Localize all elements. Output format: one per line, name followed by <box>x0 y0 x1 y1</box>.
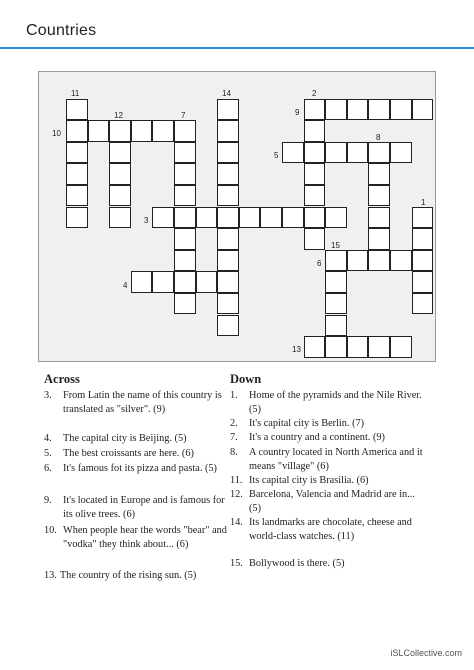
clue-number: 4. <box>44 433 52 444</box>
clue-number: 8. <box>230 447 238 458</box>
clue-item <box>230 488 426 515</box>
clue-number: 15. <box>230 558 243 569</box>
clue-text: The best croissants are here. (6) <box>63 448 194 459</box>
clue-item <box>230 431 426 445</box>
clue-item <box>44 569 228 583</box>
clue-text: Its capital city is Brasilia. (6) <box>249 475 369 486</box>
clue-number-label: 2 <box>312 89 317 98</box>
clue-text: Bollywood is there. (5) <box>249 558 345 569</box>
clue-number-label: 13 <box>292 345 301 354</box>
clue-text: When people hear the words "bear" and "vodka" they think about... (6) <box>63 525 227 550</box>
clue-number-label: 1 <box>421 198 426 207</box>
clue-number-label: 3 <box>144 216 149 225</box>
clue-number-label: 8 <box>376 133 381 142</box>
clue-item <box>44 494 228 521</box>
clue-text: A country located in North America and it means "village" (6) <box>249 447 423 472</box>
clue-number: 5. <box>44 448 52 459</box>
clue-number-label: 7 <box>181 111 186 120</box>
clue-text: The country of the rising sun. (5) <box>59 570 197 581</box>
clue-number-label: 15 <box>331 241 340 250</box>
clue-number: 12. <box>230 489 243 500</box>
clue-item <box>230 516 426 543</box>
clue-item <box>44 462 228 476</box>
clue-number: 10. <box>44 525 57 536</box>
clue-number: 1. <box>230 390 238 401</box>
clue-number-label: 6 <box>317 259 322 268</box>
clue-text: Home of the pyramids and the Nile River. (5) <box>249 390 422 415</box>
clue-item <box>44 524 228 551</box>
clue-text: Barcelona, Valencia and Madrid are in... (5) <box>249 489 415 514</box>
clue-number: 2. <box>230 418 238 429</box>
across-heading: Across <box>44 372 80 386</box>
clue-number: 6. <box>44 463 52 474</box>
footer-credit: iSLCollective.com <box>390 648 462 658</box>
clue-item <box>230 446 426 473</box>
clue-number-label: 10 <box>52 129 61 138</box>
clue-item <box>44 447 228 461</box>
down-heading: Down <box>230 372 262 386</box>
clue-text: It's located in Europe and is famous for its olive trees. (6) <box>63 495 225 520</box>
crossword-panel <box>38 71 436 362</box>
clue-text: It's capital city is Berlin. (7) <box>249 418 365 429</box>
clue-number-label: 4 <box>123 281 128 290</box>
clue-text: Its landmarks are chocolate, cheese and world-class watches. (11) <box>249 517 412 542</box>
clue-number: 14. <box>230 517 243 528</box>
clue-text: It's famous fot its pizza and pasta. (5) <box>63 463 217 474</box>
clue-number-label: 5 <box>274 151 279 160</box>
clue-number-label: 11 <box>71 89 80 98</box>
clue-number-label: 12 <box>114 111 123 120</box>
page-title: Countries <box>26 22 97 39</box>
clue-number: 3. <box>44 390 52 401</box>
title-divider <box>0 47 474 49</box>
clue-text: It's a country and a continent. (9) <box>249 432 385 443</box>
clue-text: From Latin the name of this country is translated as "silver". (9) <box>63 390 222 415</box>
clue-number: 11. <box>230 475 243 486</box>
clue-item <box>44 389 228 416</box>
clue-item <box>230 417 426 431</box>
clue-number-label: 9 <box>295 108 300 117</box>
clue-number: 9. <box>44 495 52 506</box>
clue-item <box>44 432 228 446</box>
clue-number: 13. <box>44 570 57 581</box>
clue-item <box>230 557 426 571</box>
clue-text: The capital city is Beijing. (5) <box>63 433 187 444</box>
clue-item <box>230 474 426 488</box>
clue-number: 7. <box>230 432 238 443</box>
clue-number-label: 14 <box>222 89 231 98</box>
clue-item <box>230 389 426 416</box>
